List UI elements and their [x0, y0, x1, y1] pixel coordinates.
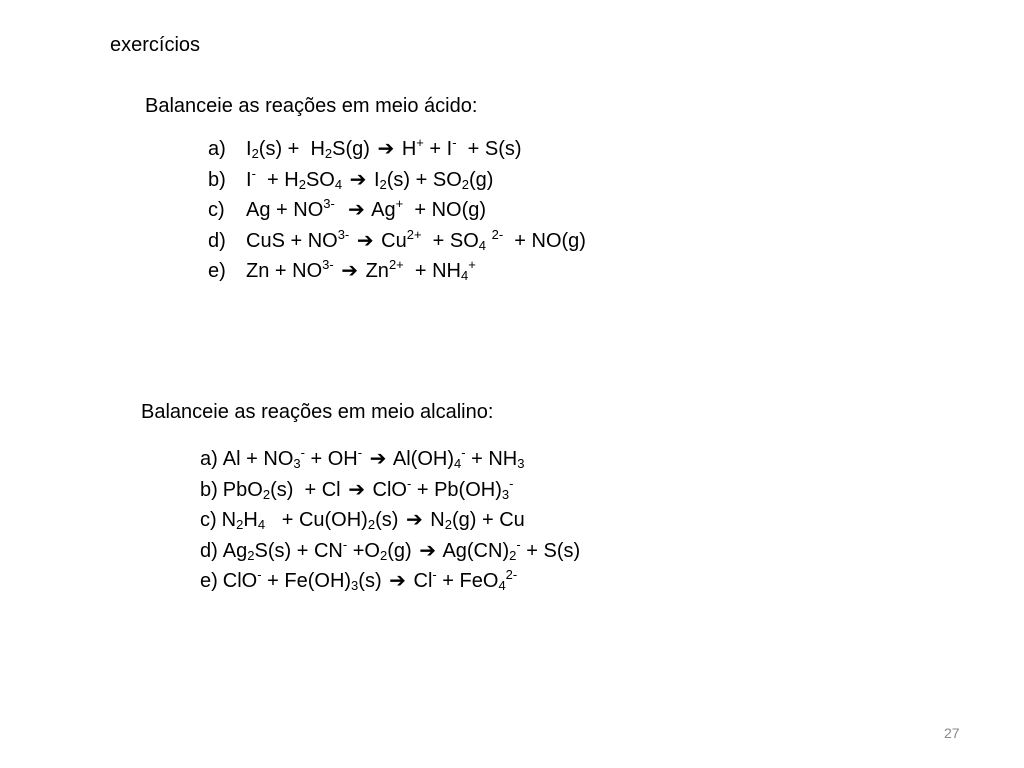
- equation-text: Zn: [360, 260, 389, 282]
- equation-text: (g) + Cu: [451, 509, 525, 531]
- reaction-arrow-icon: ➔: [347, 199, 365, 221]
- equation-letter: c): [208, 199, 225, 221]
- superscript: -: [300, 445, 305, 460]
- superscript: 2+: [388, 257, 404, 272]
- equation-text: S(g): [332, 138, 376, 160]
- equation-text: (s): [375, 509, 404, 531]
- superscript: -: [509, 475, 514, 491]
- subscript: 3: [501, 486, 510, 502]
- alkaline-equation-d: [200, 536, 580, 567]
- reaction-arrow-icon: ➔: [377, 138, 395, 160]
- equation-text: Ag: [222, 539, 248, 562]
- reaction-arrow-icon: ➔: [419, 539, 436, 562]
- page-number: 27: [944, 725, 960, 741]
- alkaline-equation-c: [200, 505, 580, 536]
- equation-text: + I: [423, 138, 453, 160]
- equation-text: S(s) + CN: [254, 539, 343, 562]
- equation-text: (s) + Cl: [270, 478, 347, 501]
- equation-text: + S(s): [456, 138, 522, 160]
- subscript: 2: [379, 176, 387, 192]
- equation-letter: e): [200, 570, 218, 592]
- subscript: 3: [351, 578, 359, 593]
- equation-text: Ag(CN): [437, 539, 510, 562]
- superscript: 2-: [505, 567, 518, 582]
- equation-text: + H: [255, 168, 299, 191]
- equation-text: (g): [469, 168, 494, 191]
- subscript: 4: [461, 268, 469, 283]
- superscript: -: [516, 536, 521, 552]
- reaction-arrow-icon: ➔: [349, 168, 367, 191]
- equation-text: N: [424, 509, 445, 531]
- equation-text: CuS + NO: [246, 229, 338, 252]
- acid-equation-d: [208, 226, 586, 257]
- superscript: -: [406, 475, 412, 491]
- equation-letter: d): [208, 229, 226, 252]
- superscript: -: [342, 536, 348, 552]
- subscript: 2: [247, 547, 255, 563]
- subscript: 4: [478, 237, 487, 253]
- reaction-arrow-icon: ➔: [405, 509, 423, 531]
- equation-text: Cu: [375, 229, 407, 252]
- superscript: 3-: [323, 196, 335, 211]
- equation-text: + NH: [403, 260, 462, 282]
- equation-text: I: [246, 138, 252, 160]
- superscript: +: [395, 196, 404, 211]
- equation-text: Cl: [407, 570, 433, 592]
- equation-text: + Cu(OH): [265, 509, 368, 531]
- acid-equation-b: [208, 165, 586, 196]
- equation-letter: a): [208, 138, 226, 160]
- superscript: +: [468, 257, 476, 272]
- reaction-arrow-icon: ➔: [389, 570, 406, 592]
- alkaline-equation-list: [200, 444, 580, 597]
- subscript: 3: [517, 456, 525, 471]
- equation-text: PbO: [222, 478, 263, 501]
- equation-text: [334, 260, 340, 282]
- subscript: 2: [236, 517, 244, 532]
- subscript: 2: [461, 176, 470, 192]
- acid-equation-a: [208, 134, 586, 165]
- equation-text: Zn + NO: [246, 260, 323, 282]
- subscript: 2: [298, 176, 306, 192]
- superscript: 3-: [322, 257, 334, 272]
- equation-text: Al + NO: [222, 448, 294, 470]
- reaction-arrow-icon: ➔: [348, 478, 365, 501]
- equation-text: + OH: [304, 448, 358, 470]
- equation-letter: d): [200, 539, 218, 562]
- equation-text: + Fe(OH): [261, 570, 352, 592]
- superscript: +: [416, 135, 424, 150]
- equation-text: [362, 448, 368, 470]
- alkaline-heading: Balanceie as reações em meio alcalino:: [141, 401, 494, 423]
- equation-text: [335, 199, 346, 221]
- reaction-arrow-icon: ➔: [356, 229, 374, 252]
- subscript: 2: [367, 517, 376, 532]
- acid-equation-e: [208, 256, 586, 287]
- equation-text: + S(s): [520, 539, 581, 562]
- superscript: -: [357, 445, 363, 460]
- equation-text: ClO: [366, 478, 407, 501]
- acid-equation-list: [208, 134, 586, 287]
- equation-text: H: [243, 509, 258, 531]
- subscript: 2: [324, 146, 333, 161]
- reaction-arrow-icon: ➔: [341, 260, 359, 282]
- subscript: 4: [257, 517, 266, 532]
- subscript: 4: [498, 578, 506, 593]
- equation-text: Al(OH): [388, 448, 454, 470]
- superscript: -: [432, 567, 437, 582]
- section-label: exercícios: [110, 34, 201, 56]
- equation-text: (s) + SO: [386, 168, 462, 191]
- subscript: 4: [453, 456, 462, 471]
- equation-text: Ag + NO: [246, 199, 324, 221]
- alkaline-equation-e: [200, 566, 580, 597]
- equation-letter: a): [200, 448, 218, 470]
- equation-letter: e): [208, 260, 226, 282]
- acid-heading: Balanceie as reações em meio ácido:: [145, 95, 478, 117]
- equation-text: ClO: [222, 570, 258, 592]
- equation-letter: b): [208, 168, 226, 191]
- superscript: 2-: [491, 226, 504, 242]
- subscript: 3: [293, 456, 301, 471]
- reaction-arrow-icon: ➔: [369, 448, 387, 470]
- equation-text: [349, 230, 355, 252]
- equation-text: + NO(g): [403, 199, 487, 221]
- subscript: 2: [509, 547, 517, 563]
- equation-text: I: [246, 168, 252, 191]
- equation-text: I: [368, 168, 380, 191]
- alkaline-equation-a: [200, 444, 580, 475]
- alkaline-equation-b: [200, 475, 580, 506]
- equation-text: + NO(g): [503, 229, 586, 252]
- superscript: -: [461, 445, 466, 460]
- superscript: 2+: [406, 226, 422, 242]
- subscript: 2: [251, 146, 259, 161]
- superscript: -: [257, 567, 262, 582]
- superscript: -: [452, 135, 457, 150]
- equation-text: + NH: [465, 448, 518, 470]
- equation-text: (s): [358, 570, 388, 592]
- equation-text: + SO: [421, 229, 479, 252]
- subscript: 4: [334, 176, 343, 192]
- superscript: 3-: [337, 226, 350, 242]
- equation-text: N: [221, 509, 237, 531]
- equation-text: + FeO: [436, 570, 499, 592]
- subscript: 2: [379, 547, 388, 563]
- subscript: 2: [444, 517, 452, 532]
- subscript: 2: [262, 486, 271, 502]
- equation-text: +O: [347, 539, 380, 562]
- equation-text: Ag: [366, 199, 396, 221]
- equation-text: (s) + H: [258, 138, 325, 160]
- equation-text: (g): [387, 539, 418, 562]
- acid-equation-c: [208, 195, 586, 226]
- equation-letter: b): [200, 478, 218, 501]
- equation-text: SO: [305, 168, 335, 191]
- equation-text: + Pb(OH): [411, 478, 502, 501]
- equation-text: [342, 169, 348, 191]
- equation-letter: c): [200, 509, 217, 531]
- superscript: -: [251, 165, 256, 181]
- equation-text: H: [396, 138, 417, 160]
